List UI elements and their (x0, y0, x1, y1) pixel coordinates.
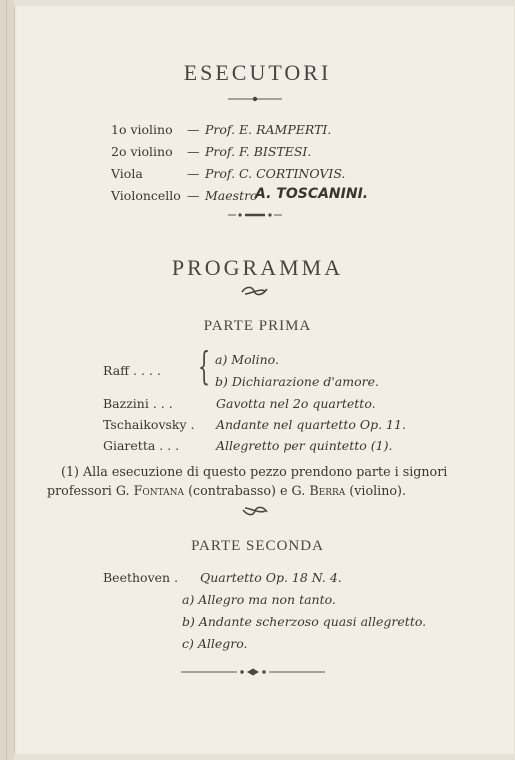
footnote-name: Fontana (133, 483, 185, 498)
composer-beethoven: Beethoven . (103, 570, 179, 585)
executor-instrument: 1o violino (111, 122, 173, 137)
divider-ornament (228, 95, 282, 103)
parte-seconda-title: PARTE SECONDA (191, 538, 324, 554)
movement-item: c) Allegro. (182, 636, 248, 651)
executor-row (111, 122, 173, 137)
executor-dash: — (187, 166, 200, 181)
executor-instrument: Viola (111, 166, 143, 181)
executors-title: ESECUTORI (183, 60, 332, 85)
footnote-name: Berra (309, 483, 346, 498)
executor-name: Prof. E. RAMPERTI. (205, 122, 332, 137)
footnote-text: (contrabasso) e G. (184, 483, 310, 498)
composer-name: Tschaikovsky . (103, 417, 195, 432)
book-spine (0, 0, 14, 760)
footnote-line (47, 483, 406, 498)
executor-dash: — (187, 122, 200, 137)
executor-name: A. TOSCANINI. (255, 186, 369, 202)
parte-prima-title: PARTE PRIMA (203, 318, 312, 334)
executor-name: Prof. C. CORTINOVIS. (205, 166, 346, 181)
executor-instrument: Violoncello (111, 188, 181, 203)
footnote-text: (violino). (345, 483, 407, 498)
flourish-ornament (240, 505, 270, 517)
executor-name: Prof. F. BISTESI. (205, 144, 312, 159)
movement-item: a) Allegro ma non tanto. (182, 592, 336, 607)
movement-item: b) Andante scherzoso quasi allegretto. (182, 614, 427, 629)
spine-fold-line (6, 0, 7, 760)
piece-item: Gavotta nel 2o quartetto. (216, 396, 376, 411)
footnote-text: professori G. (47, 483, 134, 498)
composer-name: Bazzini . . . (103, 396, 173, 411)
composer-raff: Raff . . . . (103, 363, 161, 378)
piece-item: Andante nel quartetto Op. 11. (216, 417, 406, 432)
brace-bracket: { (198, 344, 211, 388)
piece-item: a) Molino. (215, 352, 279, 367)
closing-ornament (181, 667, 325, 677)
piece-item: b) Dichiarazione d'amore. (215, 374, 379, 389)
executor-instrument: 2o violino (111, 144, 173, 159)
executor-title: Maestro (205, 188, 258, 203)
executor-dash: — (187, 144, 200, 159)
piece-item: Allegretto per quintetto (1). (216, 438, 393, 453)
program-title: PROGRAMMA (171, 255, 344, 280)
composer-name: Giaretta . . . (103, 438, 180, 453)
flourish-ornament (240, 285, 270, 297)
executor-dash: — (187, 188, 200, 203)
divider-ornament (228, 211, 282, 219)
piece-item: Quartetto Op. 18 N. 4. (200, 570, 342, 585)
footnote-line: (1) Alla esecuzione di questo pezzo prendono parte i signori (61, 464, 448, 479)
